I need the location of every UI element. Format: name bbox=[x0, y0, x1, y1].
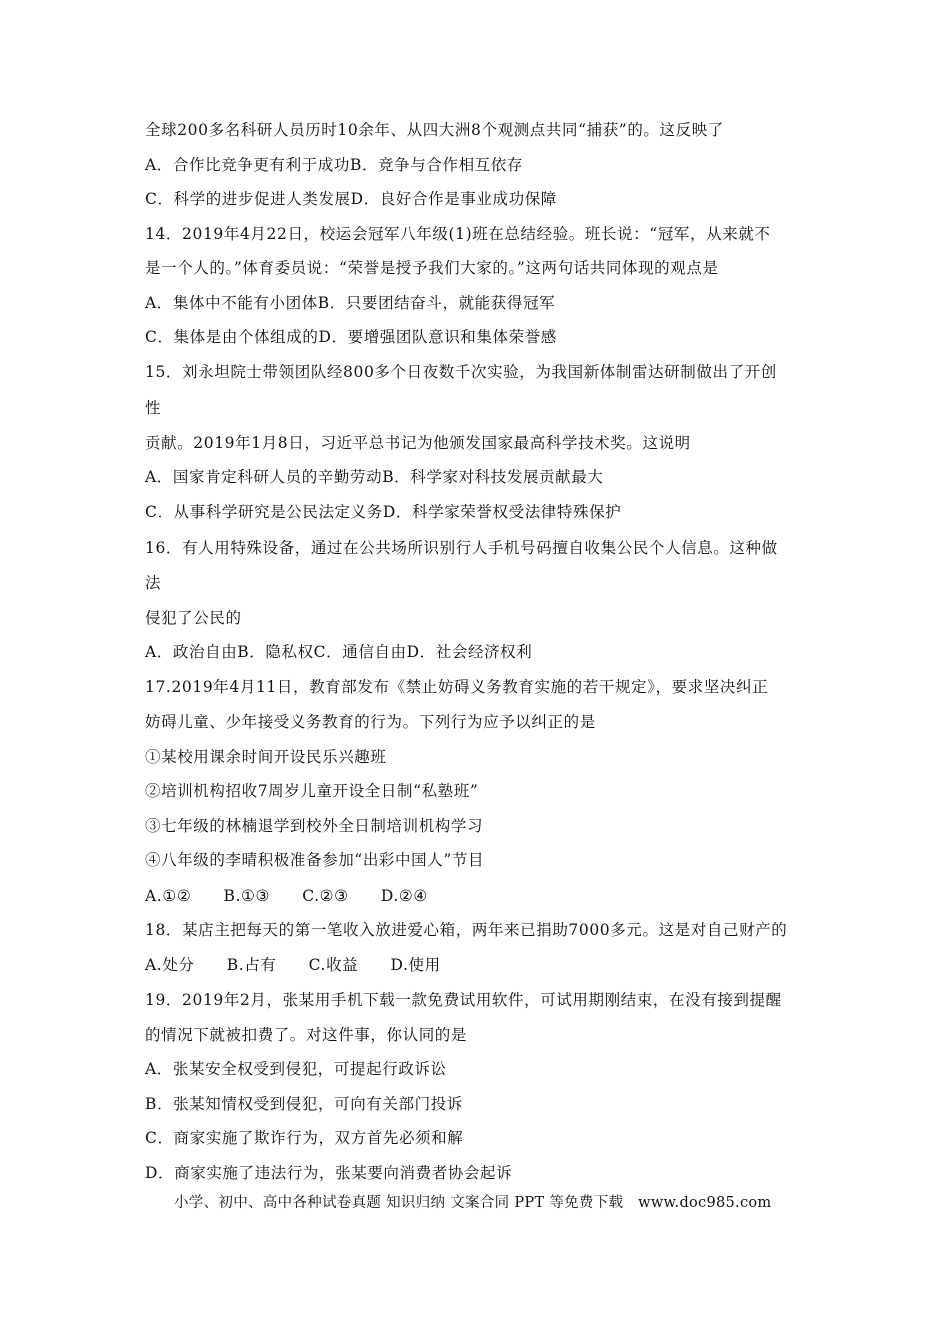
option-line: C．集体是由个体组成的D．要增强团队意识和集体荣誉感 bbox=[145, 328, 557, 346]
option-line: A.处分 B.占有 C.收益 D.使用 bbox=[145, 956, 441, 974]
statement-line: ②培训机构招收7周岁儿童开设全日制“私塾班” bbox=[145, 782, 479, 800]
text-line: 妨碍儿童、少年接受义务教育的行为。下列行为应予以纠正的是 bbox=[145, 713, 596, 731]
text-line: 的情况下就被扣费了。对这件事，你认同的是 bbox=[145, 1026, 468, 1044]
text-line: 侵犯了公民的 bbox=[145, 609, 242, 627]
option-line: B．张某知情权受到侵犯，可向有关部门投诉 bbox=[145, 1095, 463, 1113]
option-line: D．商家实施了违法行为，张某要向消费者协会起诉 bbox=[145, 1164, 513, 1182]
page-footer: 小学、初中、高中各种试卷真题 知识归纳 文案合同 PPT 等免费下载 www.doc985.com bbox=[174, 1195, 772, 1211]
option-line: C．从事科学研究是公民法定义务D．科学家荣誉权受法律特殊保护 bbox=[145, 503, 622, 521]
option-line: C．商家实施了欺诈行为，双方首先必须和解 bbox=[145, 1129, 464, 1147]
statement-line: ④八年级的李晴积极准备参加“出彩中国人”节目 bbox=[145, 851, 485, 869]
question-16: 16．有人用特殊设备，通过在公共场所识别行人手机号码擅自收集公民个人信息。这种做 bbox=[145, 539, 778, 557]
question-18: 18．某店主把每天的第一笔收入放进爱心箱，两年来已捐助7000多元。这是对自己财产的 bbox=[145, 921, 788, 939]
option-line: A．张某安全权受到侵犯，可提起行政诉讼 bbox=[145, 1060, 447, 1078]
option-line: A.①② B.①③ C.②③ D.②④ bbox=[145, 887, 428, 905]
text-line: 性 bbox=[145, 399, 162, 417]
question-17: 17.2019年4月11日，教育部发布《禁止妨碍义务教育实施的若干规定》，要求坚决纠正 bbox=[145, 678, 769, 696]
question-15: 15．刘永坦院士带领团队经800多个日夜数千次实验，为我国新体制雷达研制做出了开创 bbox=[145, 363, 777, 381]
question-19: 19．2019年2月，张某用手机下载一款免费试用软件，可试用期刚结束，在没有接到提醒 bbox=[145, 991, 782, 1009]
text-line: 是一个人的。”体育委员说：“荣誉是授予我们大家的。”这两句话共同体现的观点是 bbox=[145, 259, 719, 277]
option-line: C．科学的进步促进人类发展D．良好合作是事业成功保障 bbox=[145, 190, 557, 208]
option-line: A．国家肯定科研人员的辛勤劳动B．科学家对科技发展贡献最大 bbox=[145, 468, 604, 486]
text-line: 全球200多名科研人员历时10余年、从四大洲8个观测点共同“捕获”的。这反映了 bbox=[145, 121, 724, 139]
option-line: A．合作比竞争更有利于成功B．竞争与合作相互依存 bbox=[145, 156, 523, 174]
statement-line: ①某校用课余时间开设民乐兴趣班 bbox=[145, 748, 387, 766]
question-14: 14．2019年4月22日，校运会冠军八年级(1)班在总结经验。班长说：“冠军，从来就不 bbox=[145, 225, 771, 243]
option-line: A．政治自由B．隐私权C．通信自由D．社会经济权利 bbox=[145, 643, 533, 661]
text-line: 贡献。2019年1月8日，习近平总书记为他颁发国家最高科学技术奖。这说明 bbox=[145, 434, 691, 452]
statement-line: ③七年级的林楠退学到校外全日制培训机构学习 bbox=[145, 817, 484, 835]
option-line: A．集体中不能有小团体B．只要团结奋斗，就能获得冠军 bbox=[145, 294, 556, 312]
text-line: 法 bbox=[145, 574, 162, 592]
